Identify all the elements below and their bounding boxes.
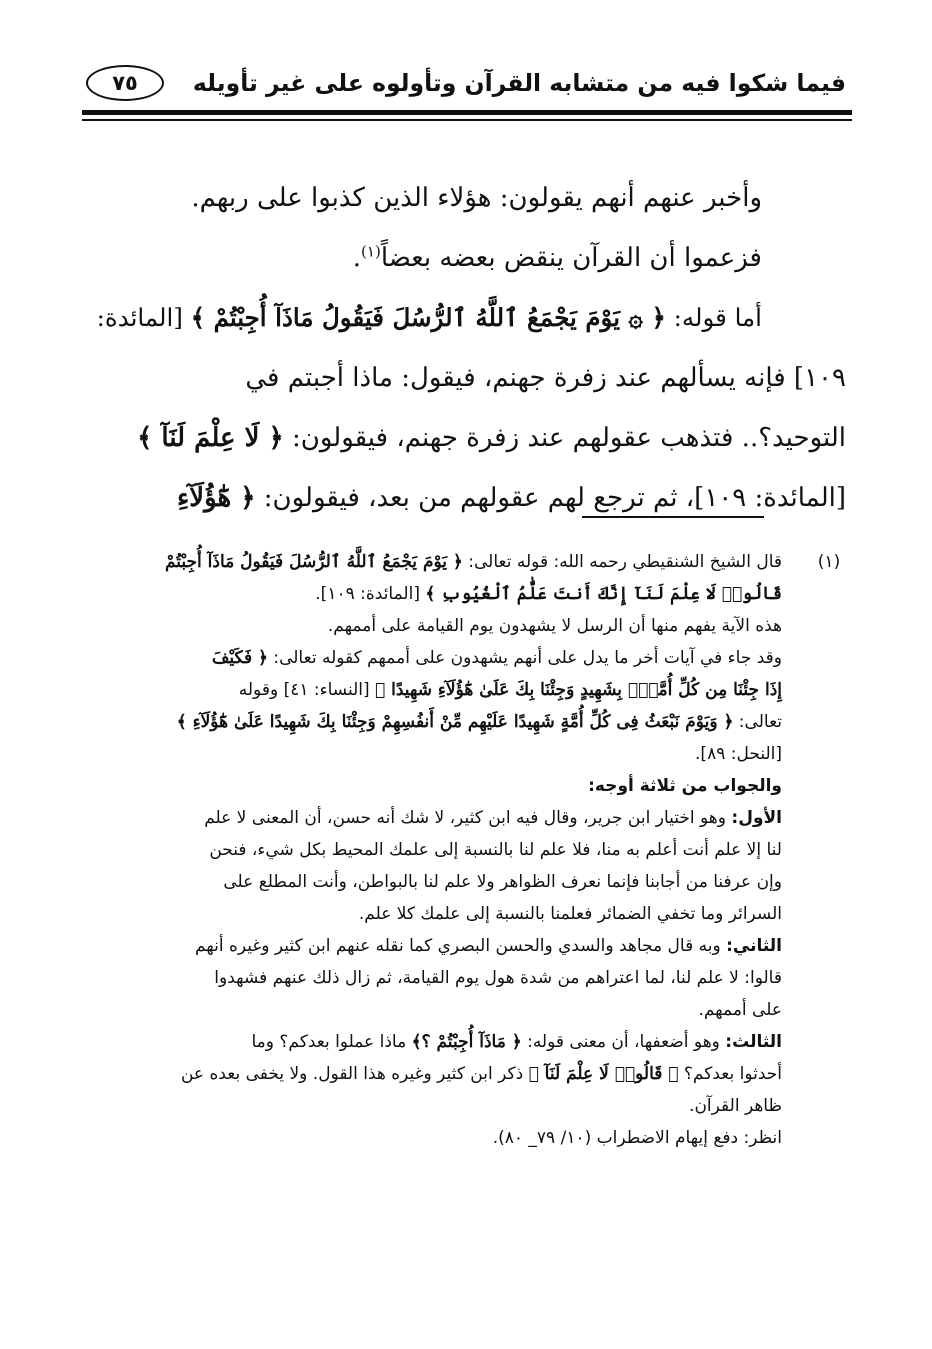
quran-verse: ﴿ يَوْمَ يَجْمَعُ ٱللَّهُ ٱلرُّسُلَ فَيَقُولُ مَاذَآ أُجِبْتُمْ: [164, 552, 463, 572]
footnote-line: [84, 802, 782, 834]
running-title: فيما شكوا فيه من متشابه القرآن وتأولوه على غير تأويله: [192, 69, 846, 97]
page-header: [86, 60, 846, 106]
footnote-text: وهو أضعفها، أن معنى قوله:: [521, 1032, 726, 1052]
footnote-separator: [582, 516, 764, 518]
footnote-reference[interactable]: (١): [361, 242, 381, 261]
footnote-line: [84, 1058, 782, 1090]
footnote-text: وبه قال مجاهد والسدي والحسن البصري كما نقله عنهم ابن كثير وغيره أنهم: [194, 936, 727, 956]
main-line-5: [84, 408, 846, 468]
footnotes: [84, 546, 846, 1154]
main-line-3: [84, 288, 846, 348]
footnote-line: [النحل: ٨٩].: [695, 744, 782, 764]
main-line-2-text: فزعموا أن القرآن ينقض بعضه بعضاً: [380, 243, 762, 273]
main-text: [84, 168, 846, 528]
point-label: الثالث:: [725, 1032, 782, 1052]
main-line-1: وأخبر عنهم أنهم يقولون: هؤلاء الذين كذبوا على ربهم.: [191, 183, 762, 213]
footnote-text: وهو اختيار ابن جرير، وقال فيه ابن كثير، لا شك أنه حسن، أن المعنى لا علم: [204, 808, 732, 828]
header-rule-thick: [82, 110, 852, 115]
quran-verse: إِذَا جِئْنَا مِن كُلِّ أُمَّةٍۭ بِشَهِيدٍ وَجِئْنَا بِكَ عَلَىٰ هَٰٓؤُلَآءِ شَهِيدًا ﴾: [375, 680, 782, 700]
footnote-line: [84, 1026, 782, 1058]
quran-verse: ﴿ قَالُوا۟ لَا عِلْمَ لَنَآ ﴾: [528, 1064, 679, 1084]
footnote-body: [84, 546, 782, 1154]
footnote-line: [84, 642, 782, 674]
footnote-line: السرائر وما تخفي الضمائر فعلمنا بالنسبة إلى علمك كلا علم.: [358, 904, 782, 924]
point-label: الثاني:: [726, 936, 782, 956]
main-line-2-end: .: [352, 243, 362, 273]
footnote-text: وقد جاء في آيات أخر ما يدل على أنهم يشهدون على أممهم كقوله تعالى:: [267, 648, 782, 668]
main-line-3-text: أما قوله:: [665, 303, 762, 332]
footnote-text: ذكر ابن كثير وغيره هذا القول. ولا يخفى بعده عن: [180, 1064, 529, 1084]
quran-verse: ﴿ لَا عِلْمَ لَنَآ ﴾: [137, 423, 284, 453]
main-line-3-ref: [المائدة:: [96, 303, 191, 332]
quran-verse: قَالُوا۟ لَا عِلْمَ لَنَآ إِنَّكَ أَنتَ عَلَّٰمُ ٱلْغُيُوبِ ﴾: [425, 584, 782, 604]
footnote-text: ماذا عملوا بعدكم؟ وما: [251, 1032, 412, 1052]
main-line-4: ١٠٩] فإنه يسألهم عند زفرة جهنم، فيقول: ماذا أجبتم في: [245, 363, 846, 393]
footnote-source: انظر: دفع إيهام الاضطراب (١٠/ ٧٩_ ٨٠).: [492, 1128, 782, 1148]
quran-verse: ﴿ ۞ يَوْمَ يَجْمَعُ ٱللَّهُ ٱلرُّسُلَ فَيَقُولُ مَاذَآ أُجِبْتُمْ ﴾: [190, 303, 666, 332]
footnote-text: أحدثوا بعدكم؟: [678, 1064, 782, 1084]
footnote-line: [84, 546, 782, 578]
answer-heading: والجواب من ثلاثة أوجه:: [588, 776, 782, 796]
quran-verse: ﴿ وَيَوْمَ نَبْعَثُ فِى كُلِّ أُمَّةٍ شَهِيدًا عَلَيْهِم مِّنْ أَنفُسِهِمْ وَجِئْنَا بِكَ شَهِيدًا عَلَىٰ هَٰٓؤُلَآءِ ﴾: [176, 712, 734, 732]
quran-verse: ﴿ فَكَيْفَ: [211, 648, 268, 668]
footnote-line: لنا إلا علم أنت أعلم به منا، فلا علم لنا بالنسبة إلى علمك المحيط بكل شيء، فنحن: [209, 840, 782, 860]
footnote-line: [84, 578, 782, 610]
footnote-text: [المائدة: ١٠٩].: [315, 584, 426, 604]
main-line-2: [84, 228, 846, 288]
footnote-text: [النساء: ٤١] وقوله: [238, 680, 376, 700]
footnote-number: (١): [817, 552, 841, 572]
header-rule-thin: [82, 119, 852, 121]
quran-verse: ﴿ مَاذَآ أُجِبْتُمْ ؟﴾: [411, 1032, 522, 1052]
footnote-line: هذه الآية يفهم منها أن الرسل لا يشهدون يوم القيامة على أممهم.: [327, 616, 782, 636]
page-number: ٧٥: [86, 65, 164, 101]
footnote-line: [84, 674, 782, 706]
footnote-line: [84, 930, 782, 962]
footnote-line: على أممهم.: [698, 1000, 782, 1020]
main-line-6: [84, 468, 846, 528]
footnote-text: تعالى:: [733, 712, 782, 732]
quran-verse: ﴿ هَٰٓؤُلَآءِ: [177, 483, 256, 513]
main-line-5-text: التوحيد؟.. فتذهب عقولهم عند زفرة جهنم، فيقولون:: [283, 423, 846, 453]
footnote-line: [84, 706, 782, 738]
footnote-line: قالوا: لا علم لنا، لما اعتراهم من شدة هول يوم القيامة، ثم زال ذلك عنهم فشهدوا: [214, 968, 782, 988]
main-line-6-text: [المائدة: ١٠٩]، ثم ترجع لهم عقولهم من بعد، فيقولون:: [255, 483, 846, 513]
point-label: الأول:: [731, 808, 782, 828]
footnote-text: قال الشيخ الشنقيطي رحمه الله: قوله تعالى:: [462, 552, 782, 572]
footnote-line: وإن عرفنا من أجابنا فإنما نعرف الظواهر ولا علم لنا بالبواطن، وأنت المطلع على: [223, 872, 782, 892]
footnote-line: ظاهر القرآن.: [689, 1096, 782, 1116]
